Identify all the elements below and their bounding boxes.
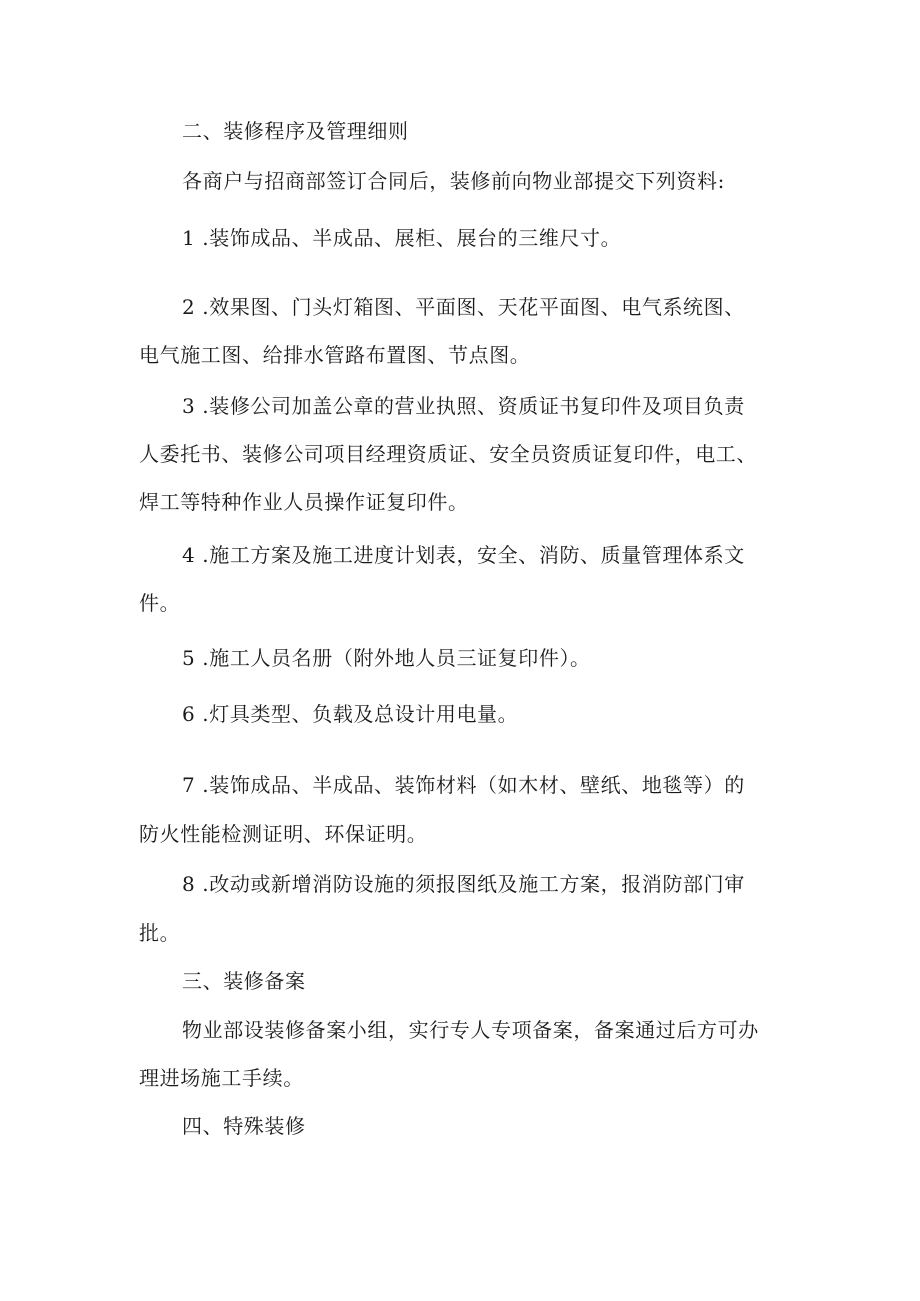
list-item-2-line-2: 电气施工图、给排水管路布置图、节点图。 <box>139 343 531 367</box>
intro-paragraph: 各商户与招商部签订合同后，装修前向物业部提交下列资料: <box>182 169 725 193</box>
list-item-7-line-1: 7 .装饰成品、半成品、装饰材料（如木材、壁纸、地毯等）的 <box>182 773 745 797</box>
section-3-paragraph-line-2: 理进场施工手续。 <box>139 1066 304 1090</box>
list-item-3-line-1: 3 .装修公司加盖公章的营业执照、资质证书复印件及项目负责 <box>182 394 745 418</box>
list-item-4-line-1: 4 .施工方案及施工进度计划表，安全、消防、质量管理体系文 <box>182 543 745 567</box>
list-item-6: 6 .灯具类型、负载及总设计用电量。 <box>182 702 519 726</box>
list-item-3-line-2: 人委托书、装修公司项目经理资质证、安全员资质证复印件，电工、 <box>139 442 757 466</box>
section-heading-4: 四、特殊装修 <box>182 1114 306 1138</box>
list-item-4-line-2: 件。 <box>139 591 181 615</box>
list-item-8-line-2: 批。 <box>139 921 181 945</box>
list-item-7-line-2: 防火性能检测证明、环保证明。 <box>139 822 428 846</box>
section-heading-3: 三、装修备案 <box>182 969 306 993</box>
list-item-2-line-1: 2 .效果图、门头灯箱图、平面图、天花平面图、电气系统图、 <box>182 295 745 319</box>
section-3-paragraph-line-1: 物业部设装修备案小组，实行专人专项备案，备案通过后方可办 <box>182 1018 759 1042</box>
section-heading-2: 二、装修程序及管理细则 <box>182 119 409 143</box>
list-item-5: 5 .施工人员名册（附外地人员三证复印件）。 <box>182 646 591 670</box>
list-item-8-line-1: 8 .改动或新增消防设施的须报图纸及施工方案，报消防部门审 <box>182 872 745 896</box>
list-item-3-line-3: 焊工等特种作业人员操作证复印件。 <box>139 490 469 514</box>
list-item-1: 1 .装饰成品、半成品、展柜、展台的三维尺寸。 <box>182 226 622 250</box>
